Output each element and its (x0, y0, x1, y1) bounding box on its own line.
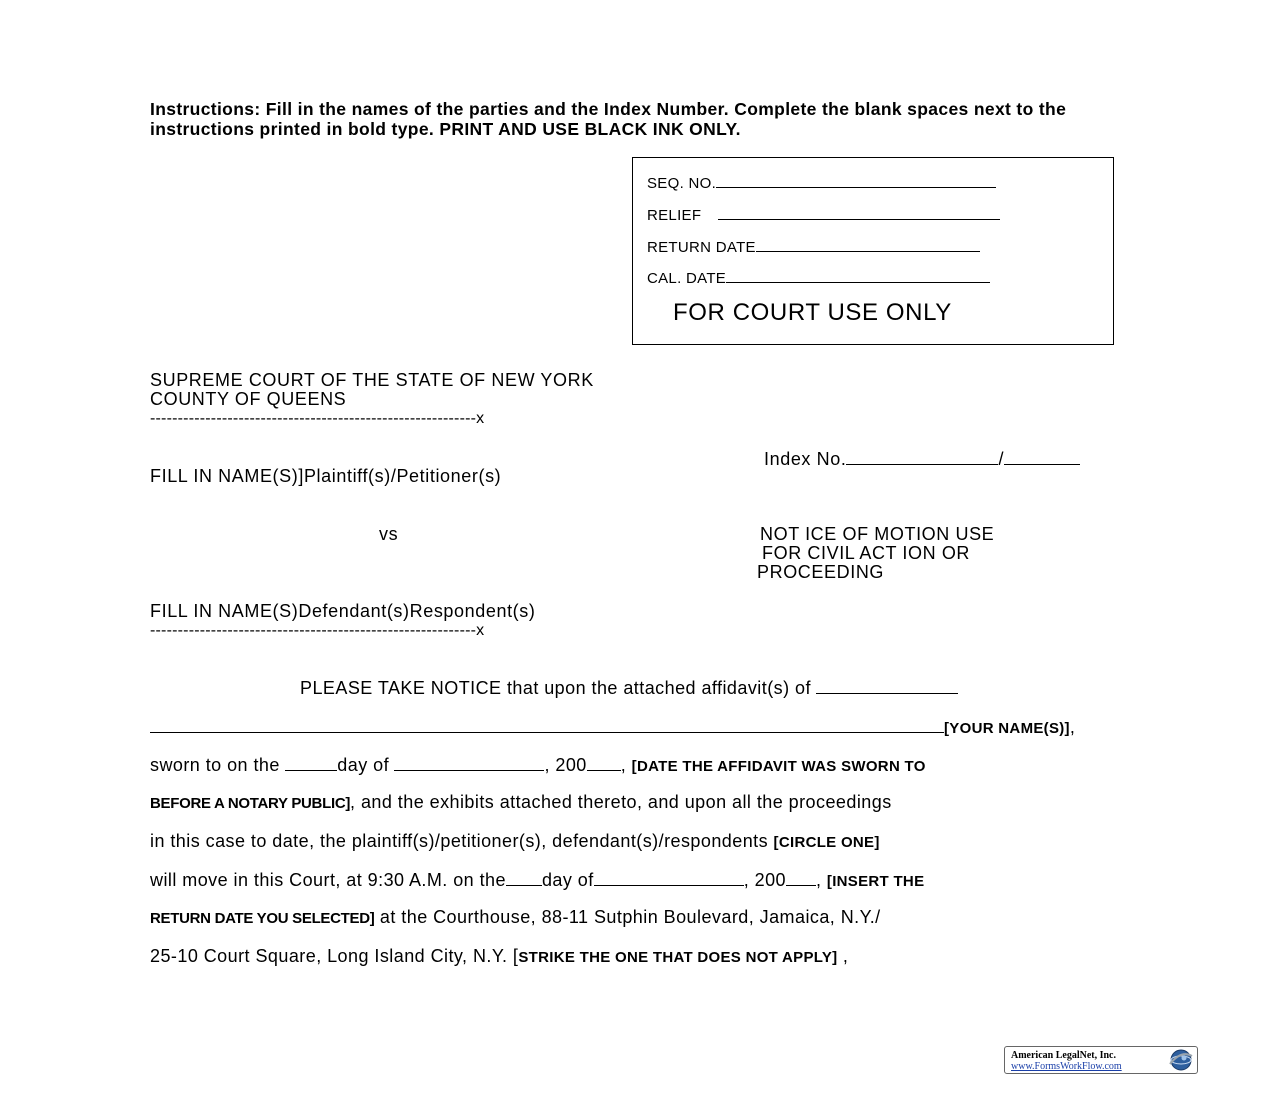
line-3-comma: , (620, 755, 627, 775)
year-prefix-text: , 200 (544, 755, 587, 775)
sworn-year-blank[interactable] (587, 754, 621, 771)
index-blank-1[interactable] (846, 448, 998, 465)
index-number-field[interactable] (764, 448, 1080, 469)
body-line-5 (150, 831, 880, 852)
return-year-prefix-text: , 200 (743, 870, 786, 890)
notice-intro-text: PLEASE TAKE NOTICE that upon the attached affidavit(s) of (300, 678, 811, 698)
logo-website-link[interactable]: www.FormsWorkFlow.com (1011, 1061, 1122, 1072)
index-blank-2[interactable] (1004, 448, 1080, 465)
return-month-blank[interactable] (594, 869, 744, 886)
insert-return-date-instruction: [INSERT THE (826, 873, 925, 890)
caption-divider-bottom: -----------------------------------------------------------x (150, 622, 485, 639)
line-6-comma: , (816, 870, 822, 890)
seq-no-blank[interactable] (716, 173, 996, 188)
sworn-day-blank[interactable] (285, 754, 337, 771)
affiant-blank[interactable] (816, 677, 958, 694)
plaintiff-line[interactable]: FILL IN NAME(S)]Plaintiff(s)/Petitioner(s) (150, 466, 502, 486)
notice-title-line-1: NOT ICE OF MOTION USE (760, 524, 995, 544)
strike-instruction: STRIKE THE ONE THAT DOES NOT APPLY] (518, 949, 838, 966)
county-name: COUNTY OF QUEENS (150, 389, 347, 409)
day-of-text: day of (337, 755, 390, 775)
body-line-3 (150, 754, 926, 776)
court-use-box (632, 157, 1114, 345)
instructions: Instructions: Fill in the names of the parties and the Index Number. Complete the blank spaces next to the instructions printed in bold type. PRINT AND USE BLACK INK ONLY. (150, 99, 1067, 139)
relief-field[interactable] (647, 205, 1000, 224)
notice-title-line-3: PROCEEDING (757, 562, 885, 582)
logo-company-name: American LegalNet, Inc. (1011, 1050, 1116, 1061)
line-8-comma: , (837, 946, 849, 966)
versus-label: vs (379, 524, 399, 544)
caption-divider-top: -----------------------------------------------------------x (150, 410, 485, 427)
cal-date-blank[interactable] (726, 268, 990, 283)
courthouse-address-text: at the Courthouse, 88-11 Sutphin Boulevard, Jamaica, N.Y./ (374, 907, 881, 927)
return-date-label: RETURN DATE (647, 239, 756, 256)
court-use-title: FOR COURT USE ONLY (673, 299, 952, 326)
body-line-2 (150, 716, 1075, 738)
circle-one-instruction: [CIRCLE ONE] (773, 834, 880, 851)
notary-instruction: BEFORE A NOTARY PUBLIC] (150, 795, 351, 812)
body-line-8 (150, 946, 848, 967)
sworn-month-blank[interactable] (394, 754, 544, 771)
return-date-selected-instruction: RETURN DATE YOU SELECTED] (150, 910, 375, 927)
forms-workflow-logo[interactable] (1004, 1046, 1198, 1074)
line-2-comma: , (1069, 717, 1076, 737)
cal-date-field[interactable] (647, 268, 990, 287)
sworn-text: sworn to on the (150, 755, 280, 775)
index-separator: / (998, 449, 1005, 469)
your-names-blank[interactable] (150, 716, 944, 733)
body-line-1 (300, 677, 958, 699)
seq-no-field[interactable] (647, 173, 996, 192)
exhibits-text: , and the exhibits attached thereto, and upon all the proceedings (350, 792, 892, 812)
relief-label: RELIEF (647, 207, 702, 224)
body-line-6 (150, 869, 924, 891)
return-date-field[interactable] (647, 237, 980, 256)
return-day-blank[interactable] (506, 869, 542, 886)
court-square-text: 25-10 Court Square, Long Island City, N.Y. [ (150, 946, 519, 966)
relief-blank[interactable] (718, 205, 1000, 220)
affidavit-date-instruction: [DATE THE AFFIDAVIT WAS SWORN TO (631, 758, 926, 775)
return-day-of-text: day of (541, 870, 594, 890)
move-text: will move in this Court, at 9:30 A.M. on the (150, 870, 506, 890)
return-year-blank[interactable] (786, 869, 816, 886)
return-date-blank[interactable] (756, 237, 980, 252)
body-line-4 (150, 792, 892, 813)
body-line-7 (150, 907, 881, 928)
your-names-instruction: [YOUR NAME(S)] (944, 720, 1070, 737)
notice-title-line-2: FOR CIVIL ACT ION OR (762, 543, 971, 563)
cal-date-label: CAL. DATE (647, 270, 727, 287)
seq-no-label: SEQ. NO. (647, 175, 717, 192)
globe-icon (1167, 1048, 1193, 1072)
index-label: Index No. (764, 449, 847, 469)
court-name: SUPREME COURT OF THE STATE OF NEW YORK (150, 370, 594, 390)
proceedings-text: in this case to date, the plaintiff(s)/petitioner(s), defendant(s)/respondents (150, 831, 769, 851)
defendant-line[interactable]: FILL IN NAME(S)Defendant(s)Respondent(s) (150, 601, 536, 621)
